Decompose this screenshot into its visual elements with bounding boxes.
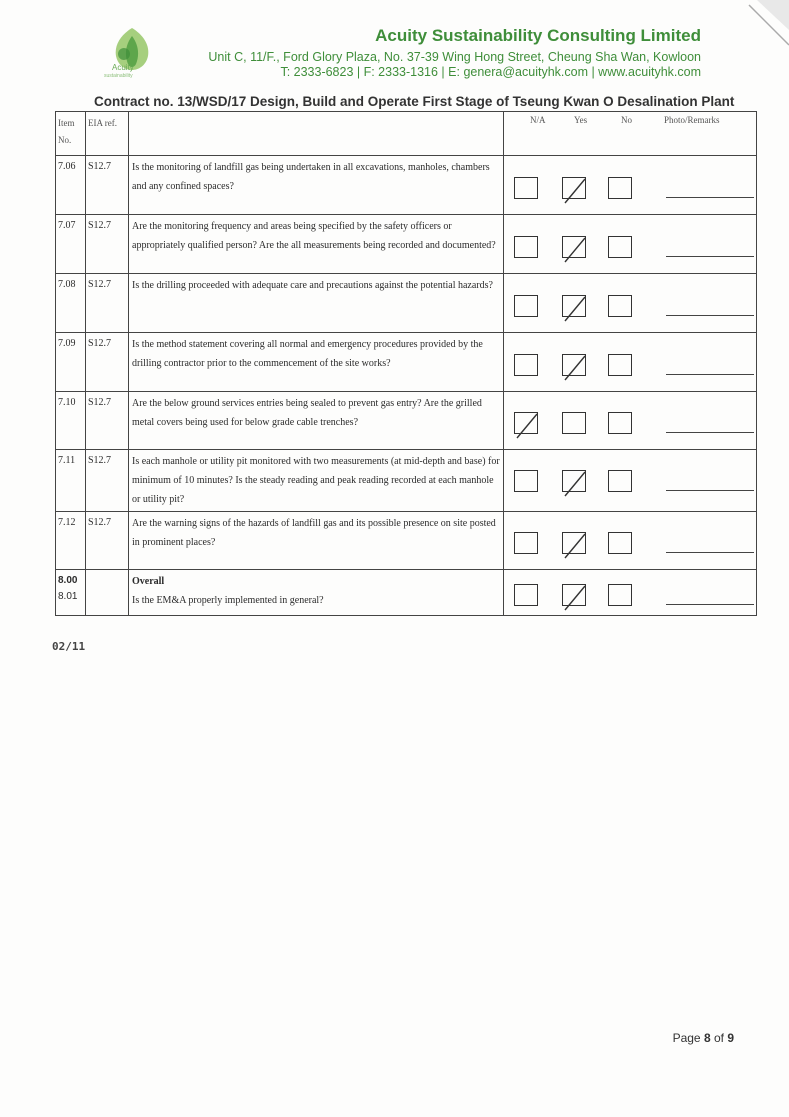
checkbox-na[interactable]: [514, 236, 538, 258]
remarks-line[interactable]: [666, 315, 754, 316]
checkbox-yes[interactable]: [562, 177, 586, 199]
checkmark-slash-icon: [561, 582, 589, 612]
eia-ref: S12.7: [86, 274, 129, 333]
remarks-line[interactable]: [666, 374, 754, 375]
checkbox-no[interactable]: [608, 532, 632, 554]
question-text: Are the below ground services entries being sealed to prevent gas entry? Are the grilled metal covers being used for below grade cable trenches?: [129, 392, 504, 450]
header-eia-cell: [86, 112, 129, 156]
answer-cell: [504, 512, 757, 570]
item-number: 7.10: [56, 392, 86, 450]
question-text: Is the drilling proceeded with adequate care and precautions against the potential hazards?: [129, 274, 504, 333]
header-yes-label: Yes: [574, 115, 588, 125]
checkbox-na[interactable]: [514, 532, 538, 554]
eia-ref: S12.7: [86, 450, 129, 512]
page-current: 8: [703, 1031, 711, 1045]
checklist-rows: [56, 156, 757, 570]
checkmark-slash-icon: [561, 175, 589, 205]
logo-wordmark: Acuity: [112, 63, 134, 72]
remarks-line[interactable]: [666, 432, 754, 433]
checkbox-yes[interactable]: [562, 236, 586, 258]
answer-cell: [504, 215, 757, 274]
answer-cell: [504, 333, 757, 392]
item-number: 7.09: [56, 333, 86, 392]
checkmark-slash-icon: [561, 468, 589, 498]
scan-corner-mark: [719, 0, 789, 70]
section-number-cell: [56, 570, 86, 616]
section-row: [56, 570, 757, 616]
header-no-label: No: [621, 115, 632, 125]
checkbox-no[interactable]: [608, 177, 632, 199]
header-eia-label: EIA ref.: [88, 118, 117, 128]
checkbox-na[interactable]: [514, 470, 538, 492]
answer-cell: [504, 156, 757, 215]
table-row: [56, 392, 757, 450]
eia-ref: S12.7: [86, 512, 129, 570]
checkmark-slash-icon: [561, 293, 589, 323]
company-address: Unit C, 11/F., Ford Glory Plaza, No. 37-39 Wing Hong Street, Cheung Sha Wan, Kowloon: [208, 50, 701, 64]
item-number: 7.06: [56, 156, 86, 215]
eia-ref: S12.7: [86, 215, 129, 274]
logo-tagline: sustainability: [104, 73, 133, 79]
checkbox-na[interactable]: [514, 584, 538, 606]
section-title: Overall: [132, 576, 165, 587]
checkbox-no[interactable]: [608, 236, 632, 258]
page-total: 9: [727, 1031, 734, 1045]
checkbox-na[interactable]: [514, 412, 538, 434]
company-name: Acuity Sustainability Consulting Limited: [375, 26, 701, 45]
section-question-cell: [129, 570, 504, 616]
checkbox-no[interactable]: [608, 584, 632, 606]
checkbox-no[interactable]: [608, 295, 632, 317]
section-question: Is the EM&A properly implemented in general?: [132, 595, 324, 606]
checkbox-na[interactable]: [514, 295, 538, 317]
checkbox-yes[interactable]: [562, 412, 586, 434]
checkbox-yes[interactable]: [562, 584, 586, 606]
checkmark-slash-icon: [513, 410, 541, 440]
remarks-line[interactable]: [666, 604, 754, 605]
question-text: Is the monitoring of landfill gas being undertaken in all excavations, manholes, chambers and any confined spaces?: [129, 156, 504, 215]
checkbox-no[interactable]: [608, 412, 632, 434]
page-number: [673, 1031, 734, 1045]
remarks-line[interactable]: [666, 256, 754, 257]
answer-cell: [504, 274, 757, 333]
checkbox-yes[interactable]: [562, 354, 586, 376]
item-number: 7.12: [56, 512, 86, 570]
answer-cell: [504, 450, 757, 512]
question-text: Is each manhole or utility pit monitored with two measurements (at mid-depth and base) for minimum of 10 minutes? Is the steady reading and peak reading recorded at each manhole or utility pit?: [129, 450, 504, 512]
header-item-cell: [56, 112, 86, 156]
page-separator: of: [710, 1031, 728, 1045]
item-number: 7.11: [56, 450, 86, 512]
table-row: [56, 512, 757, 570]
question-text: Is the method statement covering all normal and emergency procedures provided by the drilling contractor prior to the commencement of the site works?: [129, 333, 504, 392]
handwritten-date: 02/11: [52, 640, 86, 653]
company-contact: T: 2333-6823 | F: 2333-1316 | E: genera@acuityhk.com | www.acuityhk.com: [280, 65, 701, 79]
table-header-row: [56, 112, 757, 156]
question-text: Are the monitoring frequency and areas being specified by the safety officers or appropriately qualified person? Are the all measurements being recorded and documented?: [129, 215, 504, 274]
checkbox-no[interactable]: [608, 354, 632, 376]
section-sub-item: 8.01: [58, 591, 78, 602]
checklist-table: [55, 111, 757, 616]
header-na-label: N/A: [530, 115, 546, 125]
eia-ref: S12.7: [86, 392, 129, 450]
section-answer-cell: [504, 570, 757, 616]
remarks-line[interactable]: [666, 197, 754, 198]
checkbox-na[interactable]: [514, 177, 538, 199]
eia-ref: S12.7: [86, 333, 129, 392]
contract-title: Contract no. 13/WSD/17 Design, Build and Operate First Stage of Tseung Kwan O Desalination Plant: [94, 94, 735, 109]
checkbox-no[interactable]: [608, 470, 632, 492]
table-row: [56, 215, 757, 274]
table-row: [56, 450, 757, 512]
header-item-label: Item: [58, 118, 75, 128]
table-row: [56, 333, 757, 392]
header-remarks-label: Photo/Remarks: [664, 115, 720, 125]
section-eia-cell: [86, 570, 129, 616]
section-number: 8.00: [58, 575, 78, 586]
question-text: Are the warning signs of the hazards of landfill gas and its possible presence on site posted in prominent places?: [129, 512, 504, 570]
table-row: [56, 156, 757, 215]
header-item-no-label: No.: [58, 135, 72, 145]
remarks-line[interactable]: [666, 552, 754, 553]
checkbox-yes[interactable]: [562, 295, 586, 317]
page-prefix: Page: [672, 1031, 704, 1045]
answer-cell: [504, 392, 757, 450]
remarks-line[interactable]: [666, 490, 754, 491]
header-question-cell: [129, 112, 504, 156]
item-number: 7.08: [56, 274, 86, 333]
checkbox-yes[interactable]: [562, 470, 586, 492]
header-answer-cell: [504, 112, 757, 156]
checkmark-slash-icon: [561, 530, 589, 560]
item-number: 7.07: [56, 215, 86, 274]
eia-ref: S12.7: [86, 156, 129, 215]
checkbox-na[interactable]: [514, 354, 538, 376]
table-row: [56, 274, 757, 333]
checkbox-yes[interactable]: [562, 532, 586, 554]
checkmark-slash-icon: [561, 234, 589, 264]
checkmark-slash-icon: [561, 352, 589, 382]
